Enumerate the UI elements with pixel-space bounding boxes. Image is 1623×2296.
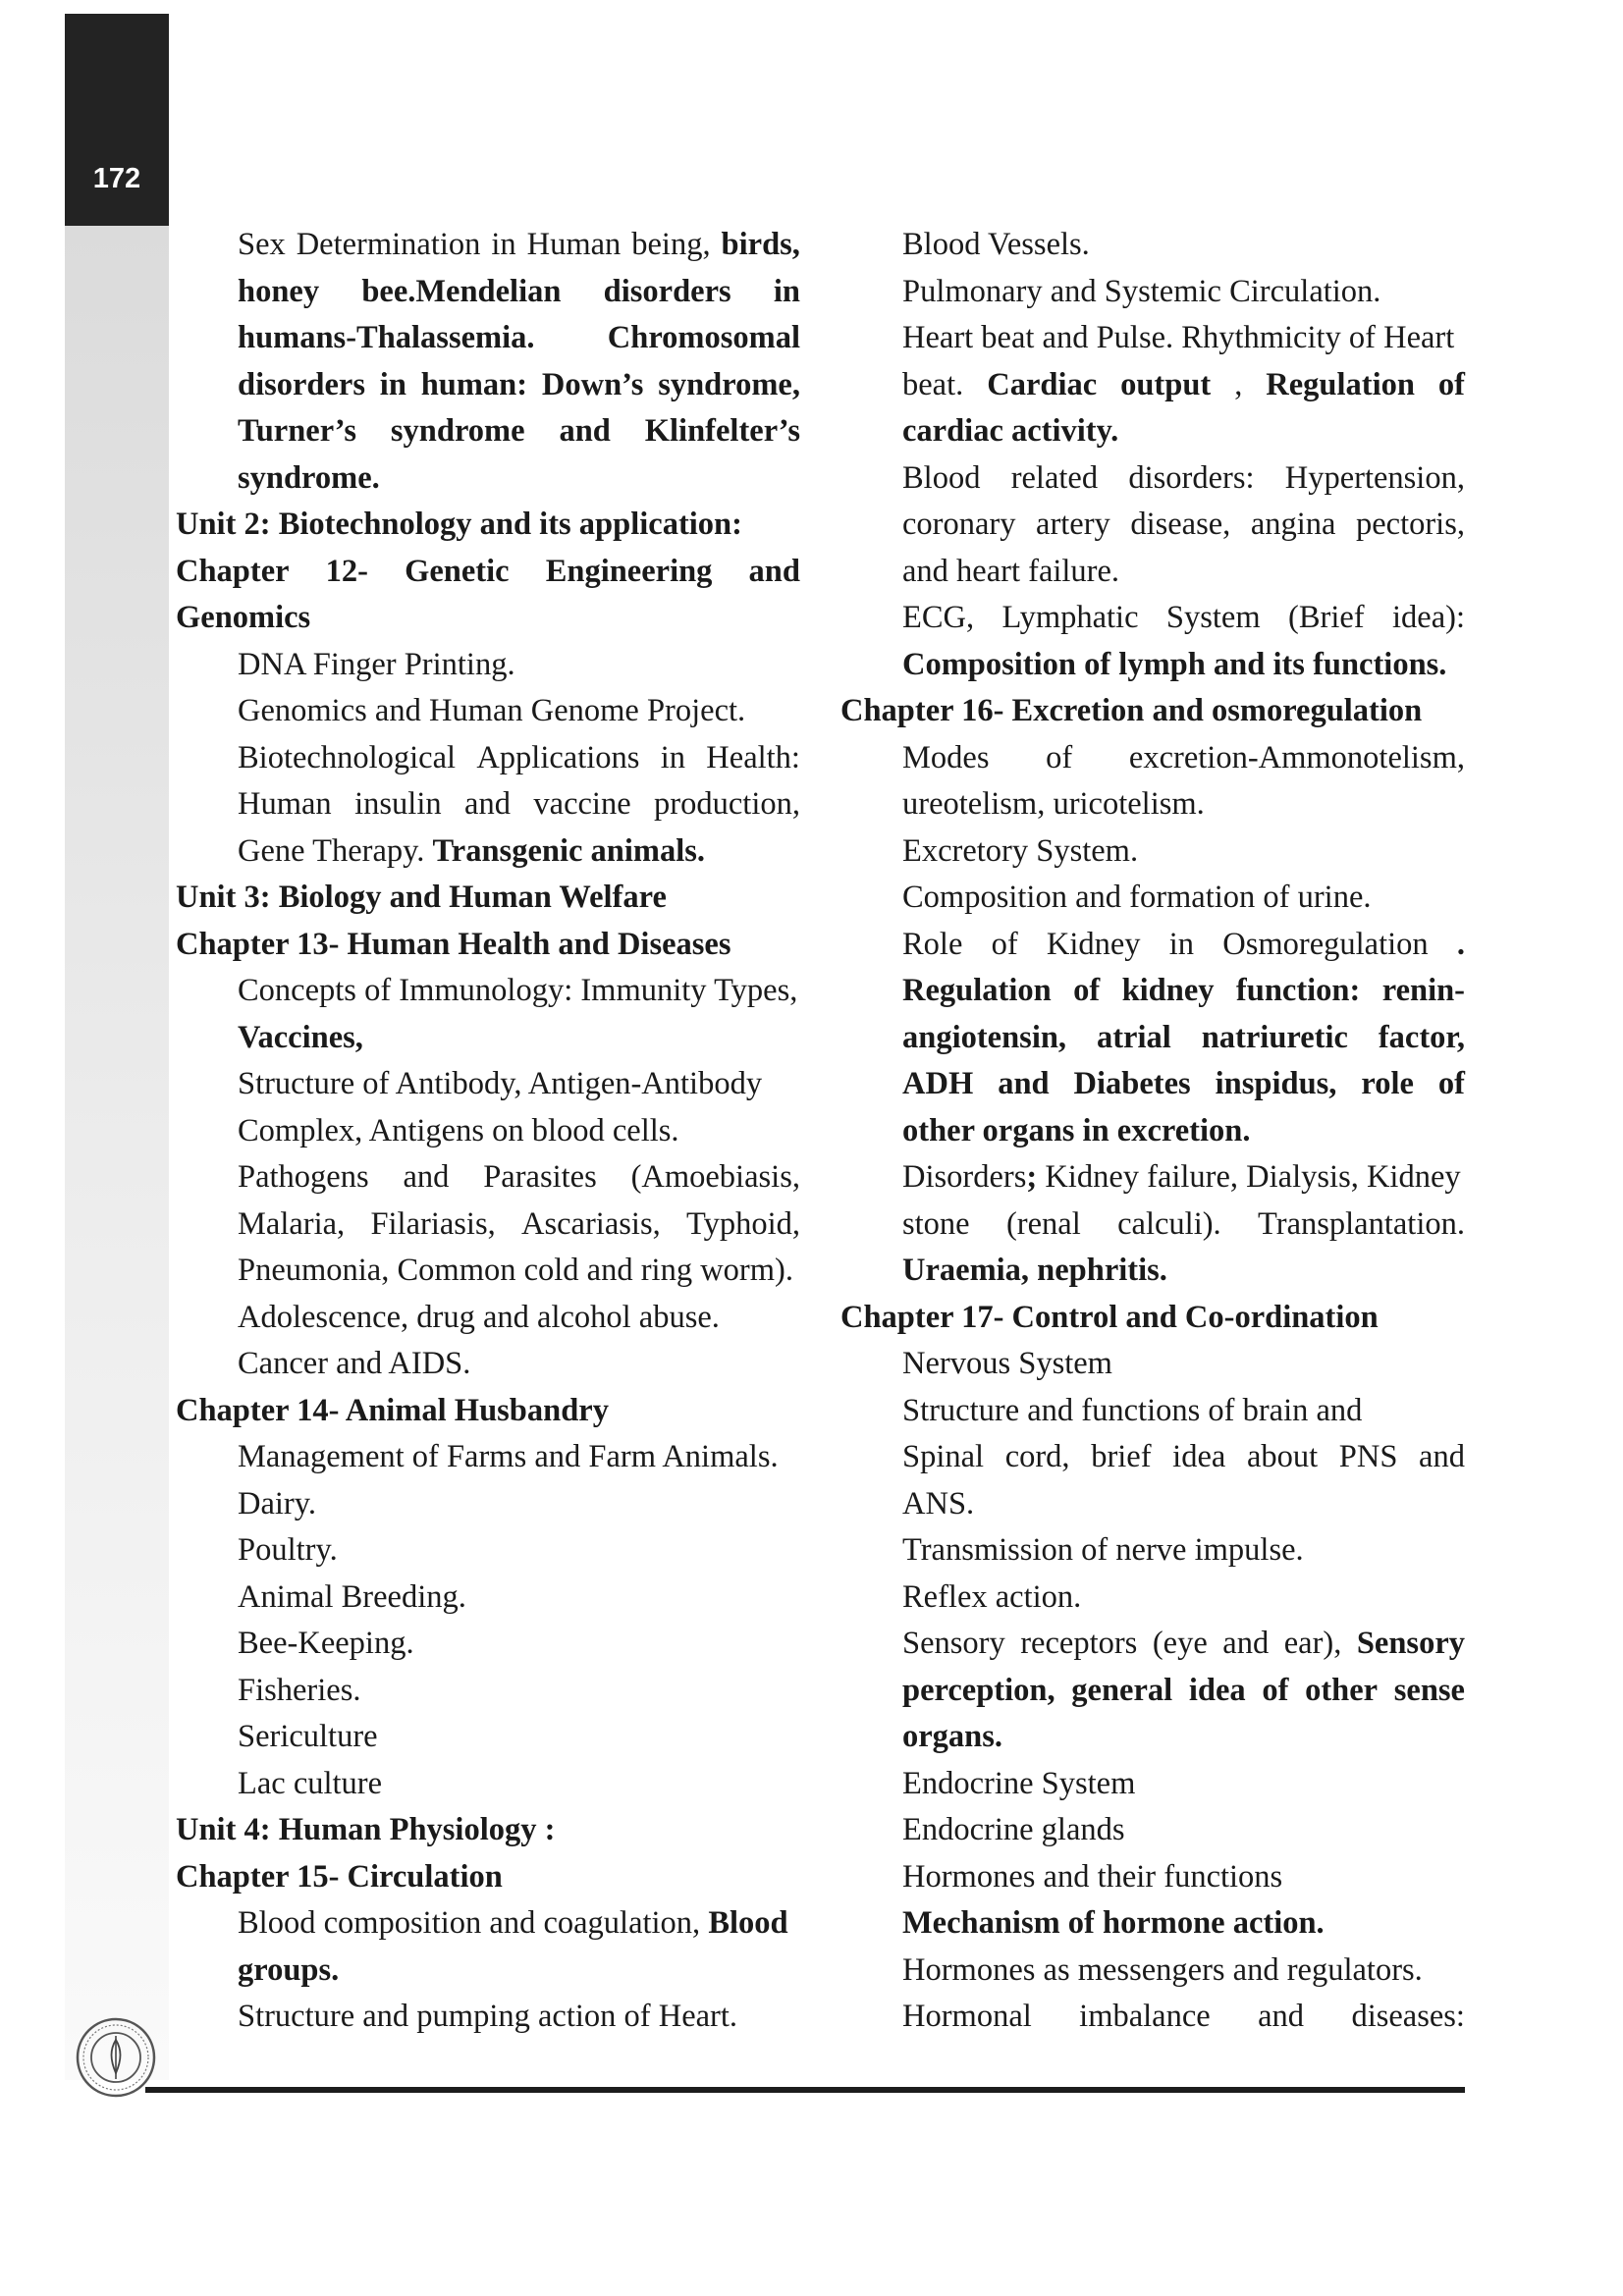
word: of <box>991 926 1018 962</box>
word: Diabetes <box>1073 1066 1191 1101</box>
section-heading <box>176 595 800 642</box>
word: and <box>748 553 800 589</box>
syllabus-line <box>840 595 1465 642</box>
text-segment: syndrome. <box>238 459 380 496</box>
text-segment: Sericulture <box>238 1719 378 1754</box>
word: Turner’s <box>238 413 356 449</box>
syllabus-line <box>176 362 800 409</box>
word: receptors <box>1020 1626 1138 1661</box>
text-segment: Transmission of nerve impulse. <box>902 1532 1304 1568</box>
text-segment: ; <box>1026 1159 1038 1195</box>
text-segment: Unit 2: Biotechnology and its application: <box>176 507 742 542</box>
syllabus-line <box>176 1714 800 1761</box>
word: and <box>403 1159 450 1195</box>
syllabus-line <box>176 642 800 689</box>
justified-text <box>902 595 1465 642</box>
text-segment: Complex, Antigens on blood cells. <box>238 1112 679 1148</box>
text-segment: Chapter 16- Excretion and osmoregulation <box>840 693 1423 728</box>
word: related <box>1010 459 1099 496</box>
text-segment: organs. <box>902 1719 1003 1754</box>
syllabus-line <box>176 269 800 316</box>
syllabus-line <box>176 408 800 455</box>
section-heading <box>176 1807 800 1854</box>
text-segment: Unit 3: Biology and Human Welfare <box>176 880 667 915</box>
word: honey <box>238 273 320 309</box>
syllabus-line <box>840 315 1465 362</box>
text-segment: Structure and functions of brain and <box>902 1392 1363 1428</box>
justified-text <box>238 408 800 455</box>
text-segment: Adolescence, drug and alcohol abuse. <box>238 1299 720 1335</box>
syllabus-line <box>840 781 1465 828</box>
text-segment: Structure and pumping action of Heart. <box>238 1999 738 2034</box>
syllabus-line <box>840 455 1465 503</box>
syllabus-line <box>840 1575 1465 1622</box>
syllabus-line <box>840 222 1465 269</box>
word: System <box>1165 600 1261 635</box>
page-number: 172 <box>92 163 141 194</box>
syllabus-line <box>840 922 1465 969</box>
word: perception, <box>902 1672 1055 1708</box>
justified-text <box>238 781 800 828</box>
word: insulin <box>354 786 442 822</box>
syllabus-left-column <box>176 222 800 2041</box>
syllabus-line <box>176 1154 800 1201</box>
text-segment: Chapter 14- Animal Husbandry <box>176 1392 609 1428</box>
word: other <box>1305 1672 1379 1708</box>
text-segment: Disorders <box>902 1159 1027 1195</box>
word: Klinfelter’s <box>644 413 800 449</box>
syllabus-line <box>176 1948 800 1995</box>
word: artery <box>1036 507 1110 542</box>
text-segment: Pulmonary and Systemic Circulation. <box>902 273 1381 309</box>
word: Engineering <box>545 553 713 589</box>
word: Filariasis, <box>370 1205 496 1242</box>
word: (renal <box>1005 1205 1081 1242</box>
syllabus-line <box>176 688 800 735</box>
word: Sensory <box>1356 1626 1465 1661</box>
word: disease, <box>1130 507 1231 542</box>
word: cord, <box>1004 1439 1070 1474</box>
justified-text <box>902 1061 1465 1108</box>
text-segment: ANS. <box>902 1485 975 1522</box>
text-segment: Blood <box>708 1905 788 1941</box>
text-segment: Excretory System. <box>902 832 1139 869</box>
syllabus-line <box>840 1201 1465 1249</box>
word: Kidney <box>1046 926 1141 962</box>
word: output <box>1120 366 1212 402</box>
text-segment: Bee-Keeping. <box>238 1626 414 1661</box>
justified-text <box>902 362 1465 409</box>
syllabus-line <box>840 1248 1465 1295</box>
syllabus-line <box>840 362 1465 409</box>
text-segment: Genomics <box>176 600 311 635</box>
word: factor, <box>1378 1019 1465 1055</box>
section-heading <box>176 549 800 596</box>
syllabus-line <box>840 1061 1465 1108</box>
text-segment: Mechanism of hormone action. <box>902 1905 1325 1941</box>
syllabus-line <box>176 1575 800 1622</box>
syllabus-line <box>840 1434 1465 1481</box>
syllabus-line <box>840 1481 1465 1528</box>
word: Pathogens <box>238 1159 369 1195</box>
word: Down’s <box>541 366 644 402</box>
word: Regulation <box>902 973 1052 1008</box>
word: stone <box>902 1205 970 1242</box>
text-segment: Pneumonia, Common cold and ring worm). <box>238 1253 793 1288</box>
word: Chromosomal <box>607 320 800 355</box>
word: . <box>1456 926 1465 962</box>
syllabus-line <box>176 1994 800 2041</box>
text-segment: Nervous System <box>902 1346 1112 1381</box>
justified-text <box>238 315 800 362</box>
syllabus-line <box>176 1108 800 1155</box>
word: in <box>660 739 685 775</box>
word: disorders <box>238 366 365 402</box>
word: renin- <box>1381 973 1465 1008</box>
text-segment: Blood composition and coagulation, <box>238 1905 709 1941</box>
text-segment: Poultry. <box>238 1532 338 1568</box>
word: syndrome <box>390 413 525 449</box>
text-segment: Kidney failure, Dialysis, Kidney <box>1037 1159 1461 1195</box>
syllabus-line <box>176 1621 800 1668</box>
word: , <box>1234 366 1243 402</box>
syllabus-line <box>840 1015 1465 1062</box>
word: imbalance <box>1079 1999 1211 2034</box>
text-segment: Uraemia, nephritis. <box>902 1253 1167 1288</box>
syllabus-right-column <box>840 222 1465 2041</box>
word: kidney <box>1121 973 1215 1008</box>
justified-text <box>902 502 1465 549</box>
syllabus-line <box>176 1201 800 1249</box>
word: Hormonal <box>902 1999 1032 2034</box>
text-segment: groups. <box>238 1951 340 1988</box>
syllabus-line <box>840 502 1465 549</box>
syllabus-line <box>840 1994 1465 2041</box>
syllabus-line <box>176 315 800 362</box>
justified-text <box>902 922 1465 969</box>
text-segment: Structure of Antibody, Antigen-Antibody <box>238 1066 763 1101</box>
word: Modes <box>902 739 990 775</box>
justified-text <box>902 1994 1465 2041</box>
word: idea): <box>1392 600 1465 635</box>
word: brief <box>1091 1439 1152 1474</box>
text-segment: Composition and formation of urine. <box>902 880 1372 915</box>
word: Blood <box>902 459 981 496</box>
syllabus-line <box>176 1341 800 1388</box>
text-segment: Lac culture <box>238 1765 383 1801</box>
word: diseases: <box>1351 1999 1465 2034</box>
justified-text <box>902 1621 1465 1668</box>
syllabus-line <box>840 549 1465 596</box>
syllabus-line <box>176 455 800 503</box>
text-segment: Unit 4: Human Physiology : <box>176 1812 556 1847</box>
text-segment: Chapter 17- Control and Co-ordination <box>840 1299 1379 1335</box>
justified-text <box>238 735 800 782</box>
section-heading <box>840 688 1465 735</box>
text-segment: Gene Therapy. <box>238 832 433 869</box>
word: disorders: <box>1128 459 1255 496</box>
word: general <box>1071 1672 1173 1708</box>
text-segment: cardiac activity. <box>902 413 1119 449</box>
word: and <box>998 1066 1050 1101</box>
word: (eye <box>1152 1626 1208 1661</box>
word: and <box>1419 1439 1465 1474</box>
syllabus-line <box>840 1527 1465 1575</box>
text-segment: Chapter 15- Circulation <box>176 1858 503 1895</box>
word: 12- <box>325 553 368 589</box>
word: Spinal <box>902 1439 985 1474</box>
justified-text <box>902 1668 1465 1715</box>
section-heading <box>176 922 800 969</box>
word: birds, <box>721 227 800 262</box>
word: Lymphatic <box>1001 600 1139 635</box>
syllabus-line <box>840 269 1465 316</box>
justified-text <box>902 1201 1465 1249</box>
word: of <box>1262 1672 1289 1708</box>
text-segment: Hormones and their functions <box>902 1858 1283 1895</box>
word: human: <box>420 366 528 402</box>
word: Applications <box>476 739 640 775</box>
word: beat. <box>902 366 964 402</box>
justified-text <box>902 735 1465 782</box>
word: disorders <box>603 273 731 309</box>
text-segment: Cancer and AIDS. <box>238 1346 471 1381</box>
justified-text <box>238 269 800 316</box>
side-margin-bar <box>65 14 169 2080</box>
syllabus-line <box>840 408 1465 455</box>
text-segment: DNA Finger Printing. <box>238 646 515 682</box>
word: role <box>1361 1066 1414 1101</box>
word: Sensory <box>902 1626 1005 1661</box>
syllabus-line <box>176 1761 800 1808</box>
word: function: <box>1235 973 1361 1008</box>
page-number-tab <box>65 14 169 226</box>
word: being, <box>631 227 711 262</box>
text-segment: ureotelism, uricotelism. <box>902 786 1205 822</box>
text-segment: Endocrine System <box>902 1765 1136 1801</box>
syllabus-line <box>176 222 800 269</box>
section-heading <box>840 1295 1465 1342</box>
syllabus-line <box>176 781 800 828</box>
word: Ascariasis, <box>521 1205 661 1242</box>
syllabus-line <box>176 1668 800 1715</box>
syllabus-line <box>176 1295 800 1342</box>
word: Human <box>526 227 622 262</box>
word: Sex <box>238 227 286 262</box>
syllabus-line <box>176 1434 800 1481</box>
word: Osmoregulation <box>1222 926 1429 962</box>
word: ear), <box>1283 1626 1342 1661</box>
text-segment: Transgenic animals. <box>432 832 706 869</box>
word: Chapter <box>176 553 290 589</box>
word: in <box>379 366 406 402</box>
syllabus-line <box>840 642 1465 689</box>
syllabus-line <box>840 828 1465 876</box>
text-segment: Blood Vessels. <box>902 227 1090 262</box>
justified-text <box>238 1201 800 1249</box>
word: syndrome, <box>658 366 800 402</box>
word: idea <box>1172 1439 1226 1474</box>
word: and <box>464 786 511 822</box>
syllabus-line <box>840 1714 1465 1761</box>
word: Hypertension, <box>1284 459 1465 496</box>
word: humans-Thalassemia. <box>238 320 535 355</box>
section-heading <box>176 1388 800 1435</box>
syllabus-line <box>176 1900 800 1948</box>
text-segment: Management of Farms and Farm Animals. <box>238 1439 779 1474</box>
syllabus-line <box>840 1341 1465 1388</box>
word: (Amoebiasis, <box>630 1159 800 1195</box>
word: angiotensin, <box>902 1019 1067 1055</box>
word: pectoris, <box>1355 507 1465 542</box>
justified-text <box>902 968 1465 1015</box>
word: of <box>1437 1066 1465 1101</box>
syllabus-line <box>176 1248 800 1295</box>
syllabus-line <box>176 735 800 782</box>
word: calculi). <box>1117 1205 1221 1242</box>
syllabus-line <box>840 1807 1465 1854</box>
syllabus-line <box>840 875 1465 922</box>
text-segment: Animal Breeding. <box>238 1578 466 1615</box>
word: Transplantation. <box>1258 1205 1465 1242</box>
syllabus-line <box>840 1621 1465 1668</box>
word: Parasites <box>483 1159 597 1195</box>
text-segment: Endocrine glands <box>902 1812 1125 1847</box>
syllabus-line <box>176 968 800 1015</box>
word: about <box>1246 1439 1319 1474</box>
word: Typhoid, <box>685 1205 800 1242</box>
word: excretion-Ammonotelism, <box>1128 739 1465 775</box>
syllabus-line <box>176 828 800 876</box>
justified-text <box>238 362 800 409</box>
text-segment: Genomics and Human Genome Project. <box>238 693 746 728</box>
justified-text <box>902 1015 1465 1062</box>
section-heading <box>176 875 800 922</box>
bottom-rule <box>145 2087 1465 2093</box>
word: atrial <box>1096 1019 1171 1055</box>
text-segment: Heart beat and Pulse. Rhythmicity of Heart <box>902 320 1455 355</box>
text-segment: Reflex action. <box>902 1578 1082 1615</box>
text-segment: Vaccines, <box>238 1019 363 1055</box>
syllabus-line <box>840 735 1465 782</box>
justified-text <box>176 549 800 596</box>
justified-text <box>902 455 1465 503</box>
text-segment: Chapter 13- Human Health and Diseases <box>176 926 731 962</box>
syllabus-line <box>176 1481 800 1528</box>
syllabus-line <box>176 1061 800 1108</box>
word: and <box>559 413 611 449</box>
justified-text <box>902 1434 1465 1481</box>
word: of <box>1046 739 1073 775</box>
syllabus-line <box>840 1761 1465 1808</box>
word: (Brief <box>1288 600 1365 635</box>
word: in <box>491 227 516 262</box>
word: Malaria, <box>238 1205 346 1242</box>
word: in <box>1168 926 1195 962</box>
justified-text <box>238 1154 800 1201</box>
word: Human <box>238 786 332 822</box>
word: sense <box>1393 1672 1465 1708</box>
word: Determination <box>296 227 481 262</box>
justified-text <box>238 222 800 269</box>
text-segment: Concepts of Immunology: Immunity Types, <box>238 973 798 1008</box>
text-segment: other organs in excretion. <box>902 1112 1251 1148</box>
word: natriuretic <box>1201 1019 1348 1055</box>
syllabus-line <box>840 1388 1465 1435</box>
text-segment: Composition of lymph and its functions. <box>902 646 1447 682</box>
word: ADH <box>902 1066 974 1101</box>
word: production, <box>654 786 800 822</box>
syllabus-line <box>840 1108 1465 1155</box>
syllabus-line <box>840 1854 1465 1901</box>
syllabus-line <box>176 1015 800 1062</box>
word: and <box>1222 1626 1270 1661</box>
word: idea <box>1188 1672 1246 1708</box>
section-heading <box>176 502 800 549</box>
word: inspidus, <box>1215 1066 1337 1101</box>
syllabus-line <box>840 968 1465 1015</box>
text-segment: Dairy. <box>238 1485 317 1522</box>
word: of <box>1073 973 1101 1008</box>
word: Health: <box>706 739 800 775</box>
word: Biotechnological <box>238 739 457 775</box>
word: Regulation <box>1266 366 1415 402</box>
syllabus-line <box>840 1154 1465 1201</box>
word: coronary <box>902 507 1016 542</box>
word: of <box>1437 366 1465 402</box>
syllabus-line <box>840 1668 1465 1715</box>
word: bee.Mendelian <box>361 273 562 309</box>
word: PNS <box>1338 1439 1398 1474</box>
section-heading <box>176 1854 800 1901</box>
text-segment: Hormones as messengers and regulators. <box>902 1951 1423 1988</box>
syllabus-line <box>176 1527 800 1575</box>
syllabus-line <box>840 1900 1465 1948</box>
word: Role <box>902 926 963 962</box>
word: in <box>773 273 800 309</box>
word: Genetic <box>405 553 510 589</box>
word: Cardiac <box>987 366 1098 402</box>
text-segment: Fisheries. <box>238 1672 361 1708</box>
text-segment: and heart failure. <box>902 553 1120 589</box>
word: ECG, <box>902 600 975 635</box>
word: vaccine <box>533 786 631 822</box>
word: and <box>1258 1999 1305 2034</box>
word: angina <box>1250 507 1336 542</box>
syllabus-line <box>840 1948 1465 1995</box>
